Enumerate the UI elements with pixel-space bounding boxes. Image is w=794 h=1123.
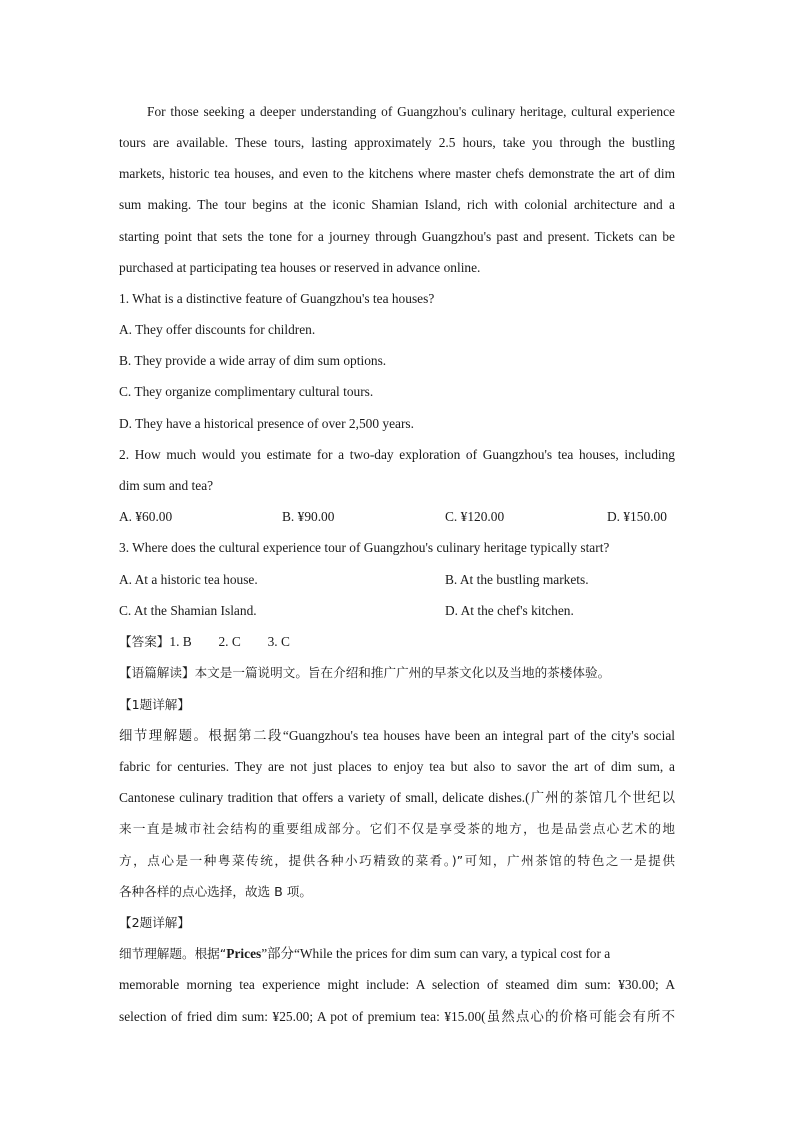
question-1-stem: 1. What is a distinctive feature of Guangzhou's tea houses? xyxy=(119,291,435,306)
passage-line: sum making. The tour begins at the iconic Shamian Island, rich with colonial architecture and a xyxy=(119,197,675,212)
question-3-stem: 3. Where does the cultural experience tour of Guangzhou's culinary heritage typically start? xyxy=(119,540,610,555)
detail-1-line: 细节理解题。根据第二段“Guangzhou's tea houses have been an integral part of the city's social xyxy=(119,728,675,743)
reading-label: 【语篇解读】 xyxy=(119,665,195,680)
reading-line xyxy=(119,663,675,683)
question-2-stem: 2. How much would you estimate for a two-day exploration of Guangzhou's tea houses, including xyxy=(119,447,675,462)
reading-text: 本文是一篇说明文。旨在介绍和推广广州的早茶文化以及当地的茶楼体验。 xyxy=(194,665,611,680)
detail-1-heading: 【1题详解】 xyxy=(119,697,190,712)
detail-2-line: memorable morning tea experience might include: A selection of steamed dim sum: ¥30.00; A xyxy=(119,977,675,992)
question-3-option-b: B. At the bustling markets. xyxy=(445,572,589,587)
question-2-option-b: B. ¥90.00 xyxy=(282,509,335,524)
answer-line xyxy=(119,632,675,652)
detail-2-intro: 细节理解题。根据“ xyxy=(119,946,227,961)
detail-2-line: selection of fried dim sum: ¥25.00; A pot of premium tea: ¥15.00(虽然点心的价格可能会有所不 xyxy=(119,1009,675,1024)
question-1-option-d: D. They have a historical presence of over 2,500 years. xyxy=(119,416,414,431)
question-3-option-c: C. At the Shamian Island. xyxy=(119,603,257,618)
passage-line: For those seeking a deeper understanding of Guangzhou's culinary heritage, cultural experience xyxy=(147,104,675,119)
question-1-option-b: B. They provide a wide array of dim sum options. xyxy=(119,353,387,368)
passage-line: starting point that sets the tone for a journey through Guangzhou's past and present. Tickets can be xyxy=(119,229,675,244)
detail-1-line: fabric for centuries. They are not just places to enjoy tea but also to savor the art of dim sum, a xyxy=(119,759,675,774)
question-1-option-a: A. They offer discounts for children. xyxy=(119,322,316,337)
question-2-stem: dim sum and tea? xyxy=(119,478,214,493)
passage-line: purchased at participating tea houses or reserved in advance online. xyxy=(119,260,481,275)
detail-2-line xyxy=(119,944,675,964)
question-2-option-c: C. ¥120.00 xyxy=(445,509,505,524)
detail-2-heading: 【2题详解】 xyxy=(119,915,190,930)
question-2-option-a: A. ¥60.00 xyxy=(119,509,173,524)
question-1-option-c: C. They organize complimentary cultural tours. xyxy=(119,384,374,399)
answer-label: 【答案】 xyxy=(119,634,170,649)
prices-keyword: Prices xyxy=(226,946,262,961)
detail-1-line: Cantonese culinary tradition that offers a variety of small, delicate dishes.(广州的茶馆几个世纪以 xyxy=(119,790,675,805)
detail-1-line: 来一直是城市社会结构的重要组成部分。它们不仅是享受茶的地方，也是品尝点心艺术的地 xyxy=(119,821,675,836)
detail-1-line: 各种各样的点心选择，故选 B 项。 xyxy=(119,884,312,899)
passage-line: tours are available. These tours, lasting approximately 2.5 hours, take you through the bustling xyxy=(119,135,675,150)
detail-1-line: 方，点心是一种粤菜传统，提供各种小巧精致的菜肴。)”可知，广州茶馆的特色之一是提供 xyxy=(119,853,675,868)
question-3-option-a: A. At a historic tea house. xyxy=(119,572,258,587)
question-3-option-d: D. At the chef's kitchen. xyxy=(445,603,574,618)
detail-2-quote-start: ”部分“While the prices for dim sum can vary, a typical cost for a xyxy=(261,946,611,961)
question-2-option-d: D. ¥150.00 xyxy=(607,509,667,524)
passage-line: markets, historic tea houses, and even to the kitchens where master chefs demonstrate the art of dim xyxy=(119,166,675,181)
answer-text: 1. B 2. C 3. C xyxy=(169,634,290,649)
